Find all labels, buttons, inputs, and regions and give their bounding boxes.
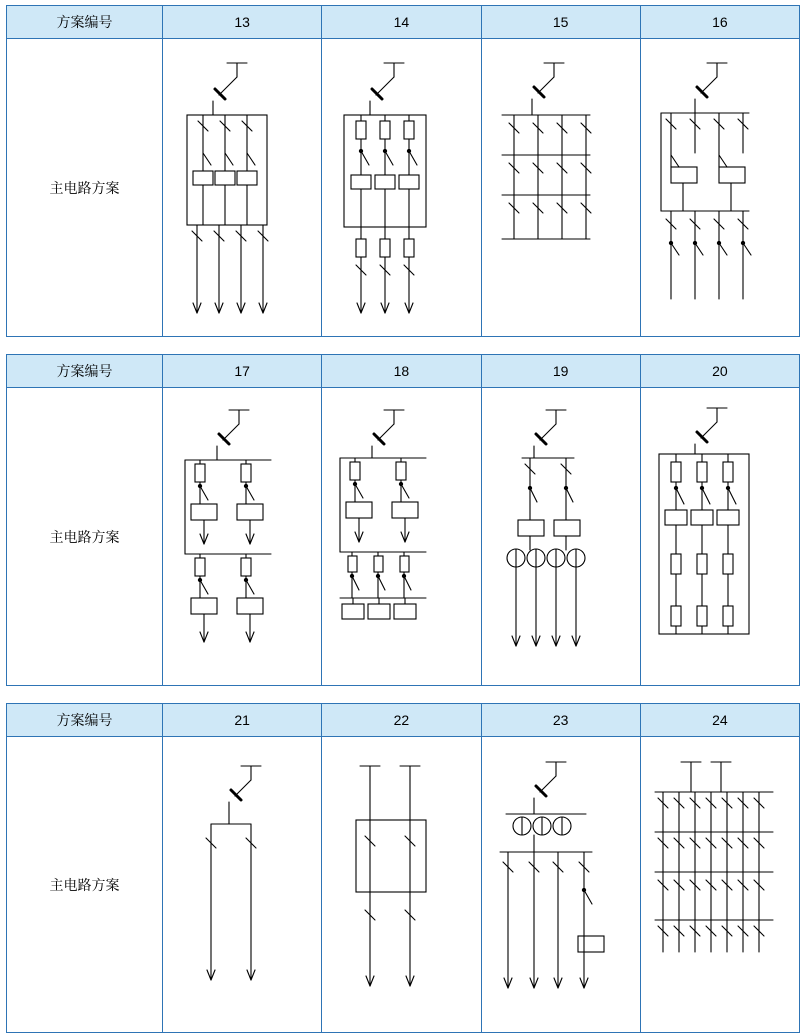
diagram-cell-16 xyxy=(640,39,799,337)
row-label-main-circuit: 主电路方案 xyxy=(7,388,163,686)
diagram-cell-20 xyxy=(640,388,799,686)
diagram-cell-17 xyxy=(163,388,322,686)
circuit-diagram-13 xyxy=(167,43,317,333)
header-number-22: 22 xyxy=(322,704,481,737)
diagram-cell-13 xyxy=(163,39,322,337)
table-header-row xyxy=(7,6,800,39)
header-number-23: 23 xyxy=(481,704,640,737)
diagram-cell-21 xyxy=(163,737,322,1033)
circuit-diagram-15 xyxy=(486,43,636,333)
circuit-diagram-24 xyxy=(645,740,795,1030)
header-number-18: 18 xyxy=(322,355,481,388)
header-label: 方案编号 xyxy=(7,704,163,737)
row-label-main-circuit: 主电路方案 xyxy=(7,39,163,337)
header-number-14: 14 xyxy=(322,6,481,39)
diagram-cell-22 xyxy=(322,737,481,1033)
header-label: 方案编号 xyxy=(7,6,163,39)
table-body-row xyxy=(7,737,800,1033)
diagram-cell-19 xyxy=(481,388,640,686)
circuit-diagram-19 xyxy=(486,392,636,682)
circuit-diagram-21 xyxy=(167,740,317,1030)
header-number-19: 19 xyxy=(481,355,640,388)
header-number-15: 15 xyxy=(481,6,640,39)
table-body-row xyxy=(7,39,800,337)
scheme-table-2 xyxy=(6,354,800,686)
header-number-20: 20 xyxy=(640,355,799,388)
header-number-16: 16 xyxy=(640,6,799,39)
table-header-row xyxy=(7,355,800,388)
header-number-17: 17 xyxy=(163,355,322,388)
row-label-main-circuit: 主电路方案 xyxy=(7,737,163,1033)
circuit-diagram-16 xyxy=(645,43,795,333)
circuit-diagram-17 xyxy=(167,392,317,682)
table-header-row xyxy=(7,704,800,737)
circuit-diagram-18 xyxy=(326,392,476,682)
circuit-diagram-20 xyxy=(645,392,795,682)
circuit-diagram-23 xyxy=(486,740,636,1030)
diagram-cell-24 xyxy=(640,737,799,1033)
diagram-cell-14 xyxy=(322,39,481,337)
circuit-diagram-22 xyxy=(326,740,476,1030)
header-label: 方案编号 xyxy=(7,355,163,388)
header-number-21: 21 xyxy=(163,704,322,737)
header-number-24: 24 xyxy=(640,704,799,737)
diagram-cell-23 xyxy=(481,737,640,1033)
diagram-cell-18 xyxy=(322,388,481,686)
circuit-diagram-14 xyxy=(326,43,476,333)
scheme-table-3 xyxy=(6,703,800,1033)
table-body-row xyxy=(7,388,800,686)
diagram-cell-15 xyxy=(481,39,640,337)
scheme-table-1 xyxy=(6,5,800,337)
header-number-13: 13 xyxy=(163,6,322,39)
